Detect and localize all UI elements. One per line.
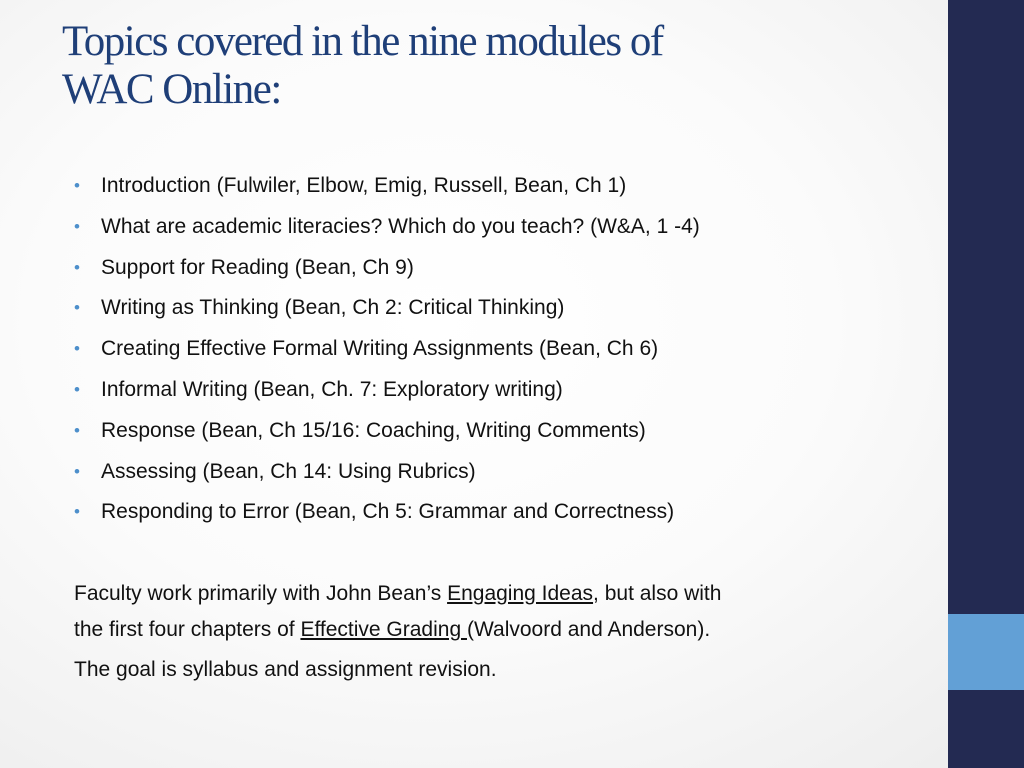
slide-title xyxy=(62,18,922,114)
bullet-icon: • xyxy=(74,379,80,399)
topic-text: Response (Bean, Ch 15/16: Coaching, Writing Comments) xyxy=(101,418,646,442)
topic-item xyxy=(74,288,934,329)
topic-item xyxy=(74,492,934,533)
goal-statement: The goal is syllabus and assignment revision. xyxy=(74,658,497,681)
bullet-icon: • xyxy=(74,176,80,195)
topic-text: Responding to Error (Bean, Ch 5: Grammar and Correctness) xyxy=(101,500,675,524)
topic-item xyxy=(74,248,934,289)
topic-text: Informal Writing (Bean, Ch. 7: Exploratory writing) xyxy=(101,377,563,401)
paragraph-text: (Walvoord and Anderson). xyxy=(466,618,711,641)
bullet-icon: • xyxy=(74,298,80,318)
bullet-icon: • xyxy=(74,216,80,236)
topic-item xyxy=(74,166,934,207)
slide-title-line-2: WAC Online: xyxy=(62,66,281,113)
topic-list xyxy=(74,166,934,533)
bullet-icon: • xyxy=(74,502,80,522)
topic-text: Creating Effective Formal Writing Assignments (Bean, Ch 6) xyxy=(101,337,659,361)
topic-item xyxy=(74,370,934,411)
topic-text: Writing as Thinking (Bean, Ch 2: Critical Thinking) xyxy=(101,296,565,320)
topic-text: Assessing (Bean, Ch 14: Using Rubrics) xyxy=(101,459,476,483)
book-title-engaging-ideas: Engaging Ideas xyxy=(447,582,594,605)
topic-text: What are academic literacies? Which do you teach? (W&A, 1 -4) xyxy=(101,214,700,238)
book-title-effective-grading: Effective Grading xyxy=(300,618,467,641)
bullet-icon: • xyxy=(74,420,80,440)
body-text xyxy=(74,576,934,688)
topic-item xyxy=(74,329,934,370)
bullet-icon: • xyxy=(74,461,80,481)
resources-paragraph xyxy=(74,576,934,648)
topic-text: Introduction (Fulwiler, Elbow, Emig, Russell, Bean, Ch 1) xyxy=(101,174,627,197)
bullet-icon: • xyxy=(74,257,80,277)
topic-text: Support for Reading (Bean, Ch 9) xyxy=(101,255,414,279)
sidebar-accent-block xyxy=(948,614,1024,690)
paragraph-text: , but also with xyxy=(593,582,722,605)
bullet-icon: • xyxy=(74,339,80,359)
paragraph-text: Faculty work primarily with John Bean’s xyxy=(74,582,448,605)
topic-item xyxy=(74,452,934,493)
topic-item xyxy=(74,411,934,452)
topic-item xyxy=(74,207,934,248)
paragraph-text: the first four chapters of xyxy=(74,618,301,641)
slide-title-line-1: Topics covered in the nine modules of xyxy=(62,18,663,65)
